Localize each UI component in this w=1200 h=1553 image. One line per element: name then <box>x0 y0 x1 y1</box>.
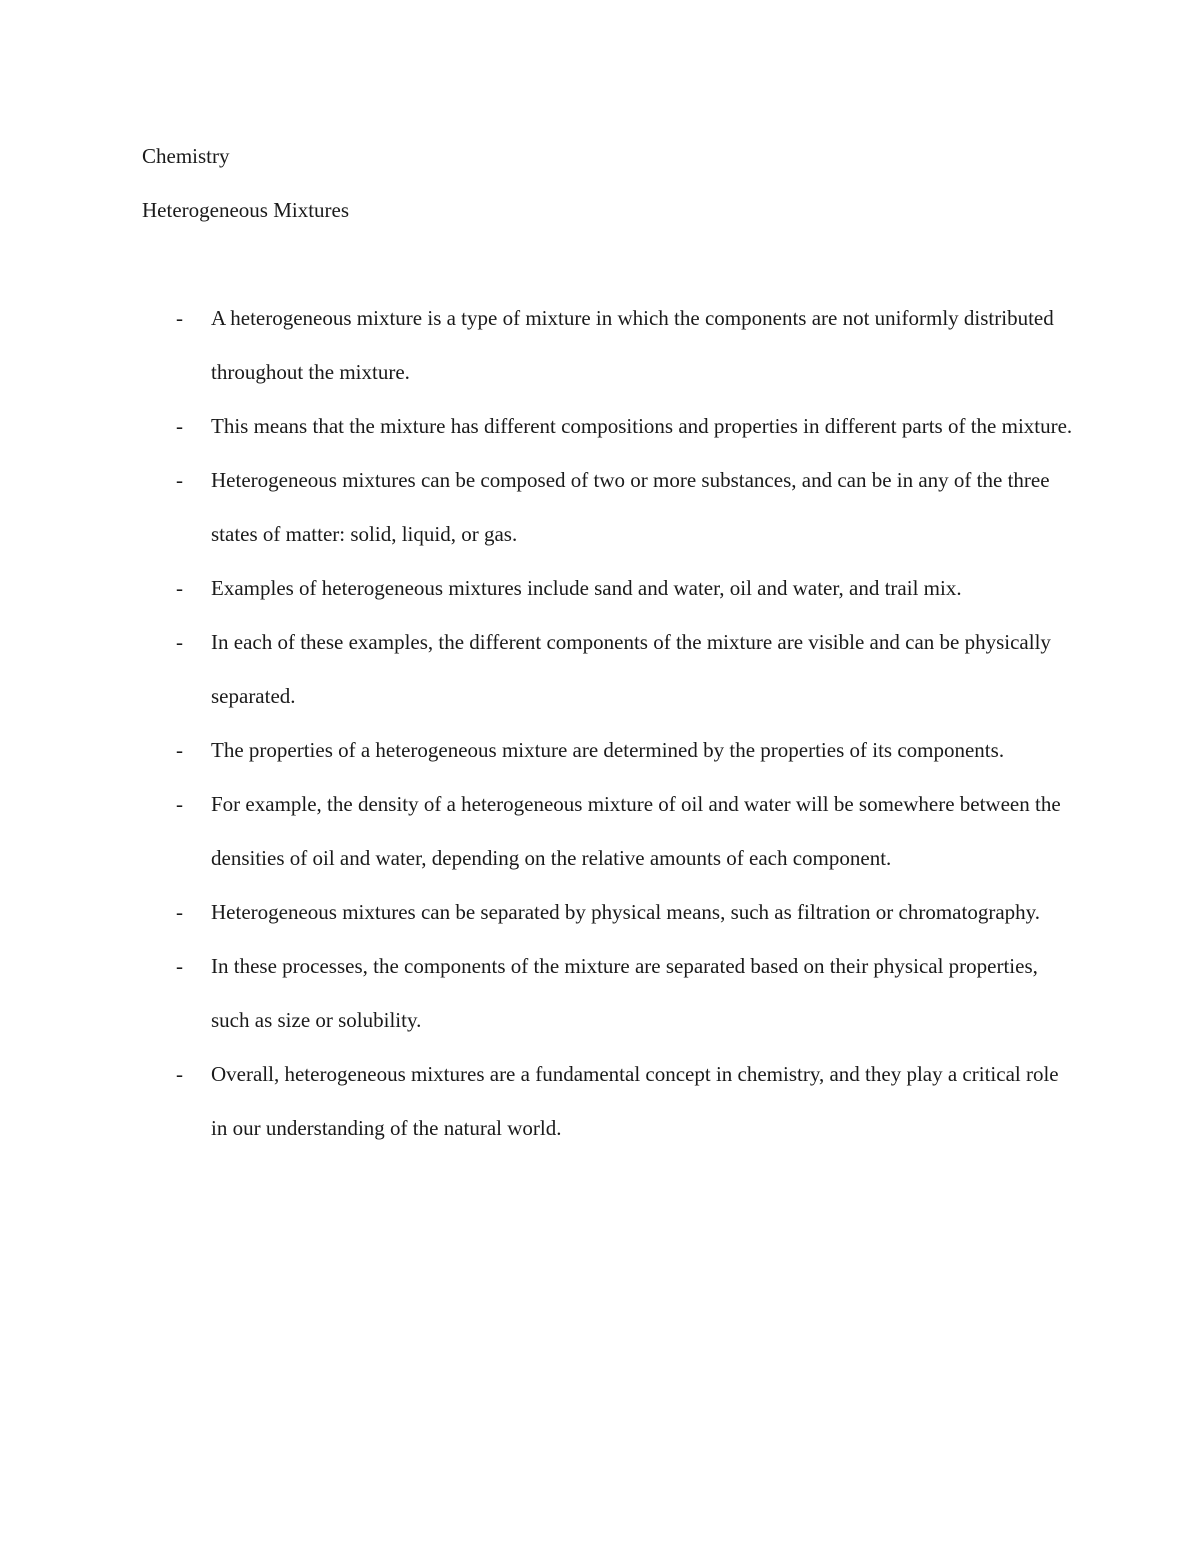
list-item <box>0 939 1200 1047</box>
bullet-text: Overall, heterogeneous mixtures are a fundamental concept in chemistry, and they play a critical role in our understanding of the natural world. <box>211 1062 1059 1140</box>
bullet-text: In each of these examples, the different components of the mixture are visible and can be physically separated. <box>211 630 1051 708</box>
bullet-marker: - <box>176 954 183 978</box>
list-item <box>0 885 1200 939</box>
bullet-marker: - <box>176 1062 183 1086</box>
bullet-text: In these processes, the components of the mixture are separated based on their physical properties, such as size or solubility. <box>211 954 1038 1032</box>
bullet-text: Examples of heterogeneous mixtures include sand and water, oil and water, and trail mix. <box>211 576 962 600</box>
bullet-marker: - <box>176 576 183 600</box>
bullet-text: Heterogeneous mixtures can be separated by physical means, such as filtration or chromatography. <box>211 900 1041 924</box>
bullet-marker: - <box>176 468 183 492</box>
bullet-text: This means that the mixture has different compositions and properties in different parts of the mixture. <box>211 414 1073 438</box>
bullet-list <box>0 291 1200 1155</box>
list-item <box>0 777 1200 885</box>
bullet-text: The properties of a heterogeneous mixture are determined by the properties of its components. <box>211 738 1005 762</box>
list-item <box>0 561 1200 615</box>
list-item <box>0 723 1200 777</box>
subject-heading: Chemistry <box>142 144 230 168</box>
bullet-marker: - <box>176 306 183 330</box>
bullet-text: A heterogeneous mixture is a type of mixture in which the components are not uniformly distributed throughout the mixture. <box>211 306 1054 384</box>
list-item <box>0 399 1200 453</box>
topic-heading: Heterogeneous Mixtures <box>142 198 350 222</box>
bullet-marker: - <box>176 792 183 816</box>
bullet-text: For example, the density of a heterogeneous mixture of oil and water will be somewhere between the densities of oil and water, depending on the relative amounts of each component. <box>211 792 1061 870</box>
bullet-marker: - <box>176 630 183 654</box>
bullet-text: Heterogeneous mixtures can be composed of two or more substances, and can be in any of the three states of matter: solid, liquid, or gas. <box>211 468 1050 546</box>
list-item <box>0 291 1200 399</box>
bullet-marker: - <box>176 900 183 924</box>
list-item <box>0 615 1200 723</box>
bullet-marker: - <box>176 414 183 438</box>
bullet-marker: - <box>176 738 183 762</box>
list-item <box>0 453 1200 561</box>
list-item <box>0 1047 1200 1155</box>
